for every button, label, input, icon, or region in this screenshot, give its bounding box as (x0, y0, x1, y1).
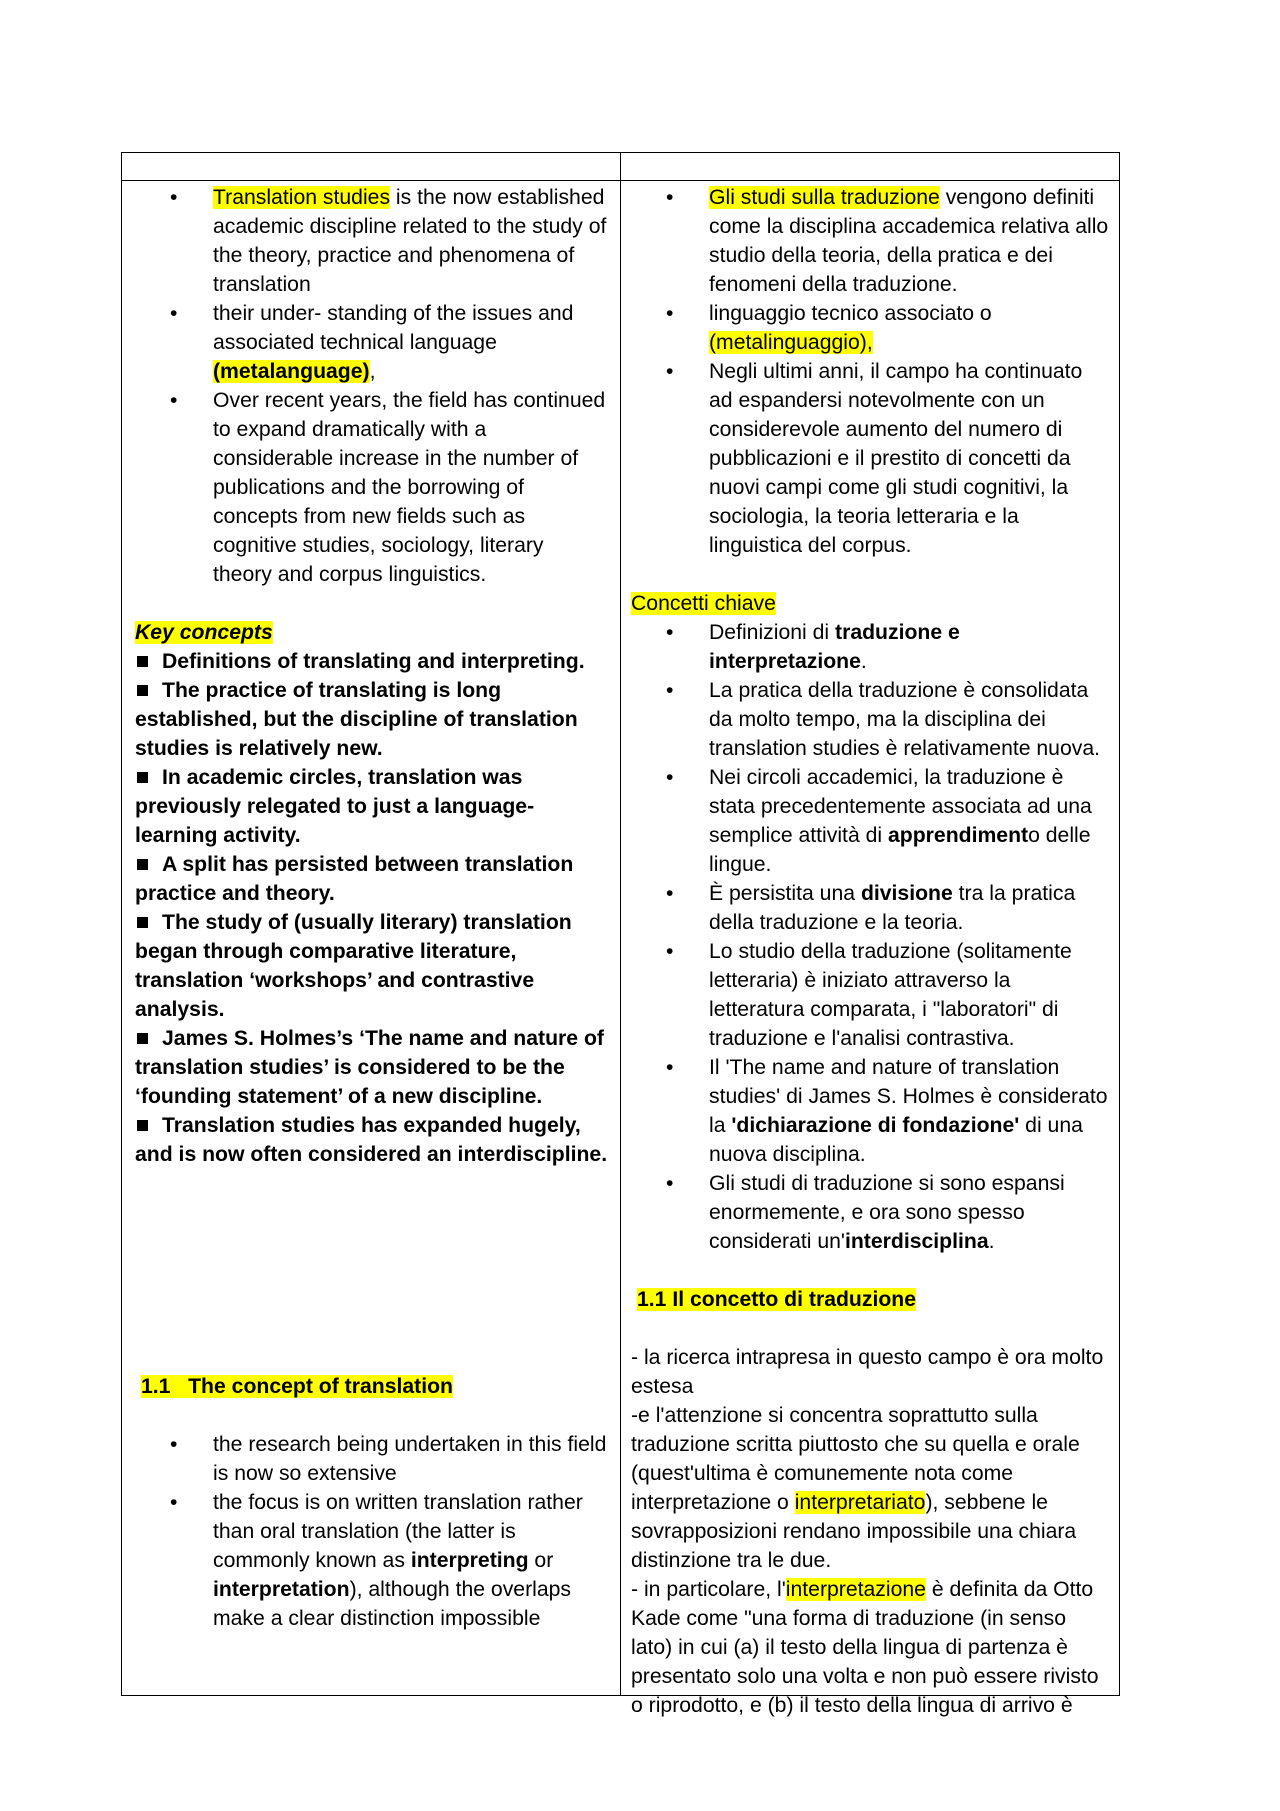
two-column-table (121, 152, 1120, 1717)
list-item: • È persistita una divisione tra la pratica della traduzione e la teoria. (709, 879, 1109, 937)
square-bullet-icon (137, 917, 148, 928)
square-bullet-icon (137, 859, 148, 870)
list-item: • Translation studies is the now established academic discipline related to the study of the theory, practice and phenomena of translation (213, 183, 608, 299)
list-item: James S. Holmes’s ‘The name and nature of translation studies’ is considered to be the ‘founding statement’ of a new discipline. (135, 1027, 604, 1108)
list-item: Translation studies has expanded hugely, and is now often considered an interdiscipline. (135, 1114, 608, 1166)
list-item: • Lo studio della traduzione (solitamente letteraria) è iniziato attraverso la letteratura comparata, i "laboratori" di traduzione e l'analisi contrastiva. (709, 937, 1109, 1053)
list-item: • linguaggio tecnico associato o (metalinguaggio), (709, 299, 1109, 357)
square-bullet-icon (137, 1033, 148, 1044)
section-list-en (135, 1430, 608, 1633)
list-item: The practice of translating is long established, but the discipline of translation studies is relatively new. (135, 679, 578, 760)
key-concepts-heading-it: Concetti chiave (631, 592, 776, 615)
list-item: A split has persisted between translation practice and theory. (135, 853, 574, 905)
list-item: • their under- standing of the issues and associated technical language (metalanguage), (213, 299, 608, 386)
list-item: • Gli studi sulla traduzione vengono definiti come la disciplina accademica relativa allo studio della teoria, della pratica e dei fenomeni della traduzione. (709, 183, 1109, 299)
english-column (122, 181, 621, 1696)
square-bullet-icon (137, 656, 148, 667)
list-item: • the focus is on written translation rather than oral translation (the latter is commonly known as interpreting or interpretation), although the overlaps make a clear distinction impossible (213, 1488, 608, 1633)
list-item: • Definizioni di traduzione e interpretazione. (709, 618, 1109, 676)
list-item: • Il 'The name and nature of translation studies' di James S. Holmes è considerato la 'dichiarazione di fondazione' di una nuova disciplina. (709, 1053, 1109, 1169)
list-item: • the research being undertaken in this field is now so extensive (213, 1430, 608, 1488)
section-heading-en: 1.1 The concept of translation (141, 1375, 453, 1398)
paragraph: - in particolare, l'interpretazione è definita da Otto Kade come "una forma di traduzione (in senso lato) in cui (a) il testo della lingua di partenza è presentato solo una volta e non può essere rivisto o riprodotto, e (b) il testo della lingua di arrivo è (631, 1578, 1099, 1717)
section-heading-it: 1.1 Il concetto di traduzione (637, 1288, 917, 1311)
intro-list-en (135, 183, 608, 589)
list-item: • Nei circoli accademici, la traduzione è stata precedentemente associata ad una semplice attività di apprendimento delle lingue. (709, 763, 1109, 879)
square-bullet-icon (137, 685, 148, 696)
list-item: • Over recent years, the field has continued to expand dramatically with a considerable increase in the number of publications and the borrowing of concepts from new fields such as cognitive studies, sociology, literary theory and corpus linguistics. (213, 386, 608, 589)
paragraph: -e l'attenzione si concentra soprattutto sulla traduzione scritta piuttosto che su quella e orale (quest'ultima è comunemente nota come interpretazione o interpretariato), sebbene le sovrapposizioni rendano impossibile una chiara distinzione tra le due. (631, 1404, 1080, 1572)
list-item: • Gli studi di traduzione si sono espansi enormemente, e ora sono spesso considerati un'interdisciplina. (709, 1169, 1109, 1256)
key-concepts-list-en (135, 647, 608, 1169)
list-item: In academic circles, translation was previously relegated to just a language-learning activity. (135, 766, 535, 847)
paragraph: - la ricerca intrapresa in questo campo è ora molto estesa (631, 1346, 1104, 1398)
list-item: • La pratica della traduzione è consolidata da molto tempo, ma la disciplina dei translation studies è relativamente nuova. (709, 676, 1109, 763)
italian-column (621, 181, 1120, 1717)
header-cell-right (621, 153, 1120, 181)
header-cell-left (122, 153, 621, 181)
square-bullet-icon (137, 1120, 148, 1131)
list-item: Definitions of translating and interpreting. (135, 647, 608, 676)
key-concepts-list-it (631, 618, 1109, 1256)
list-item: • Negli ultimi anni, il campo ha continuato ad espandersi notevolmente con un considerevole aumento del numero di pubblicazioni e il prestito di concetti da nuovi campi come gli studi cognitivi, la sociologia, la teoria letteraria e la linguistica del corpus. (709, 357, 1109, 560)
list-item: The study of (usually literary) translation began through comparative literature, translation ‘workshops’ and contrastive analysis. (135, 911, 572, 1021)
key-concepts-heading: Key concepts (135, 621, 273, 644)
intro-list-it (631, 183, 1109, 560)
square-bullet-icon (137, 772, 148, 783)
